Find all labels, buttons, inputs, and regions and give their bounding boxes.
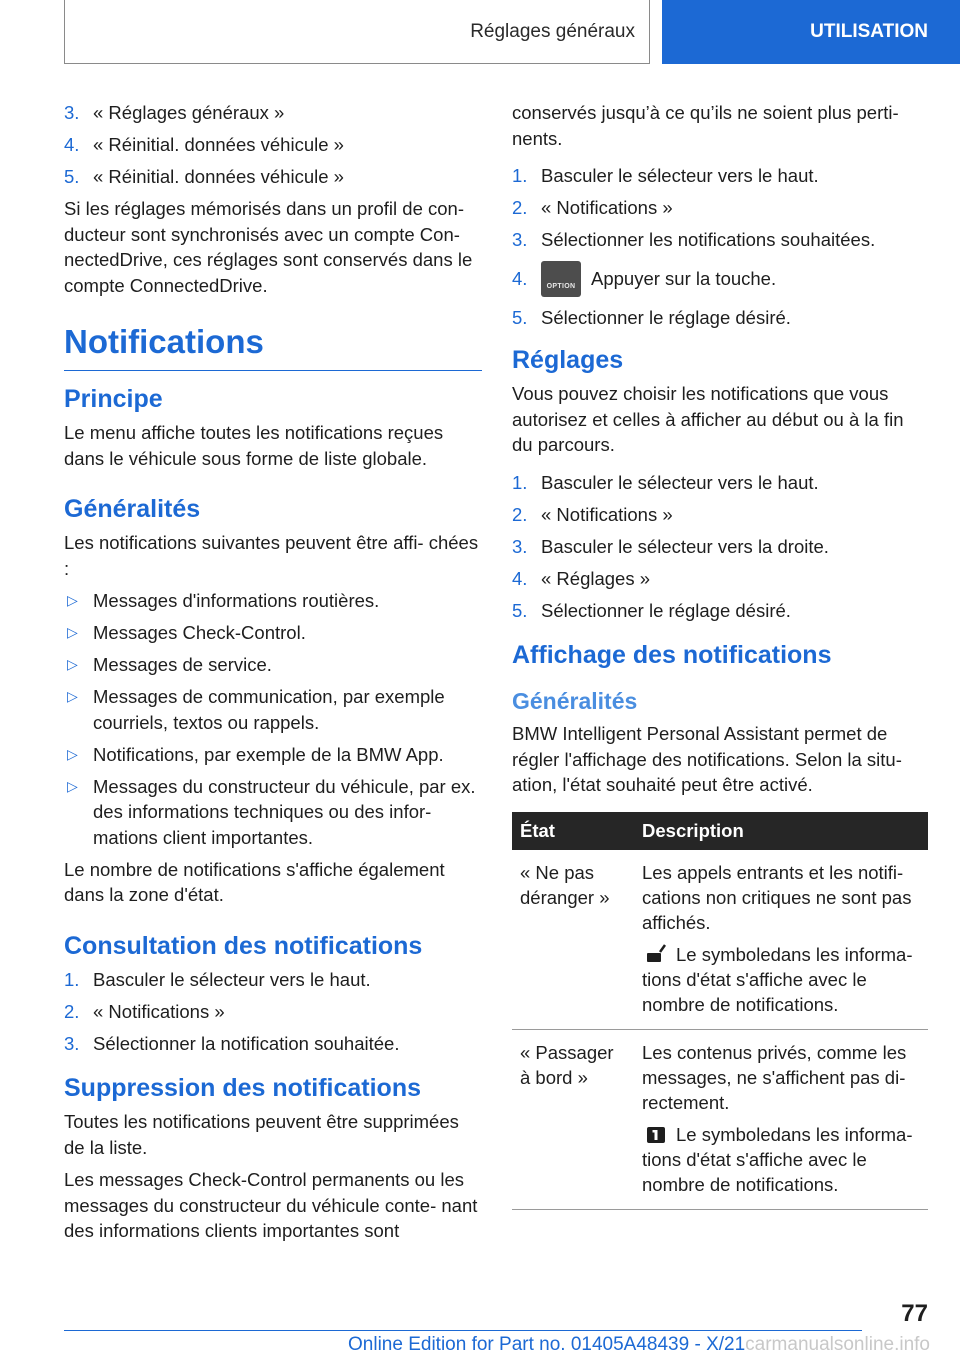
sync-paragraph: Si les réglages mémorisés dans un profil de con- ducteur sont synchronisés avec un compte Con- nectedDrive, ces réglages sont conservés dans le compte ConnectedDrive. [64,198,473,296]
header-chapter-tab [662,0,960,64]
do-not-disturb-icon [646,944,666,964]
suppression-paragraph-2: Les messages Check-Control permanents ou les messages du constructeur du véhicule conte- nant des informations clients importantes sont [64,1169,478,1241]
description-cell: Les appels entrants et les notifi- cations non critiques ne sont pas affichés. Le symboledans les informa- tions d'état s'affiche avec le nombre de notifications. [634,850,928,1030]
description-cell: Les contenus privés, comme les messages, ne s'affichent pas di- rectement. Le symboledans les informa- tions d'état s'affiche avec le nombre de notifications. [634,1029,928,1209]
state-cell: « Ne pas déranger » [512,850,634,1030]
reglages-heading: Réglages [512,346,624,374]
triangle-bullet-icon: ▷ [67,688,78,704]
generalites-heading: Généralités [64,495,201,523]
footer-divider [64,1330,862,1331]
list-item: ▷ Messages du constructeur du véhicule, par ex. des informations techniques ou des infor- mations client importantes. [64,774,482,851]
reglages-paragraph: Vous pouvez choisir les notifications que vous autorisez et celles à afficher au début ou à la fin du parcours. [512,383,904,455]
list-item: 3. « Réglages généraux » [64,102,285,123]
triangle-bullet-icon: ▷ [67,745,78,762]
affichage-heading: Affichage des notifications [512,641,832,669]
consultation-heading: Consultation des notifications [64,931,423,960]
option-button-icon: OPTION [541,261,581,297]
list-item: ▷ Messages d'informations routières. [64,588,482,614]
list-item: ▷ Notifications, par exemple de la BMW App. [64,742,482,768]
list-item: 1. Basculer le sélecteur vers le haut. [64,968,371,990]
list-item: 1. Basculer le sélecteur vers le haut. [512,165,819,186]
list-item: ▷ Messages Check-Control. [64,620,482,646]
list-item: 4. « Réglages » [512,567,651,589]
header-section-title [64,0,650,64]
list-item: 1. Basculer le sélecteur vers le haut. [512,471,819,493]
triangle-bullet-icon: ▷ [67,656,78,672]
table-row [512,1029,928,1209]
count-paragraph: Le nombre de notifications s'affiche également dans la zone d'état. [64,858,445,905]
column-header-description: Description [634,812,928,850]
state-cell: « Passager à bord » [512,1029,634,1209]
table-header-row [512,812,928,850]
principe-heading: Principe [64,385,163,413]
page-title: Notifications [64,323,264,360]
suppression-heading: Suppression des notifications [64,1074,421,1102]
triangle-bullet-icon: ▷ [67,624,78,640]
triangle-bullet-icon: ▷ [67,777,78,794]
settings-steps-list [512,470,928,624]
chapter-title: UTILISATION [810,21,928,42]
list-item: 4. « Réinitial. données véhicule » [64,134,344,155]
principe-paragraph: Le menu affiche toutes les notifications reçues dans le véhicule sous forme de liste globale. [64,422,444,469]
right-column [512,100,928,1210]
left-column [64,100,482,1251]
list-item: 3. Basculer le sélecteur vers la droite. [512,535,829,557]
list-item: 5. Sélectionner le réglage désiré. [512,306,791,328]
status-table [512,812,928,1210]
list-item: 4. OPTION Appuyer sur la touche. [512,261,928,297]
list-item: ▷ Messages de service. [64,652,482,678]
list-item: 2. « Notifications » [512,503,673,525]
footer-edition: Online Edition for Part no. 01405A48439 - X/21carmanualsonline.info [348,1334,930,1355]
triangle-bullet-icon: ▷ [67,592,78,608]
generalites-paragraph: Les notifications suivantes peuvent être affi- chées : [64,532,479,579]
list-item: 5. Sélectionner le réglage désiré. [512,599,791,621]
section-title: Réglages généraux [470,20,635,42]
suppression-paragraph-1: Toutes les notifications peuvent être supprimées de la liste. [64,1111,459,1158]
list-item: ▷ Messages de communication, par exemple courriels, textos ou rappels. [64,684,482,735]
list-item: 3. Sélectionner les notifications souhaitées. [512,229,876,250]
list-item: 2. « Notifications » [512,197,673,218]
list-item: 2. « Notifications » [64,1000,225,1022]
page-number: 77 [901,1300,928,1327]
list-item: 5. « Réinitial. données véhicule » [64,166,344,187]
table-row [512,850,928,1030]
generalites-right-paragraph: BMW Intelligent Personal Assistant permet de régler l'affichage des notifications. Selon la situ- ation, l'état souhaité peut être activé. [512,723,902,795]
generalites-subheading: Généralités [512,688,638,714]
passenger-icon [646,1124,666,1144]
notification-types-list [64,588,482,850]
consultation-steps-list [64,967,482,1057]
delete-steps-list [512,163,928,330]
reset-steps-list [64,100,482,190]
column-header-state: État [512,812,634,850]
list-item: 3. Sélectionner la notification souhaitée. [64,1032,400,1054]
watermark: carmanualsonline.info [745,1334,930,1355]
continued-paragraph: conservés jusqu’à ce qu’ils ne soient plus perti- nents. [512,102,899,149]
title-divider [64,370,482,371]
